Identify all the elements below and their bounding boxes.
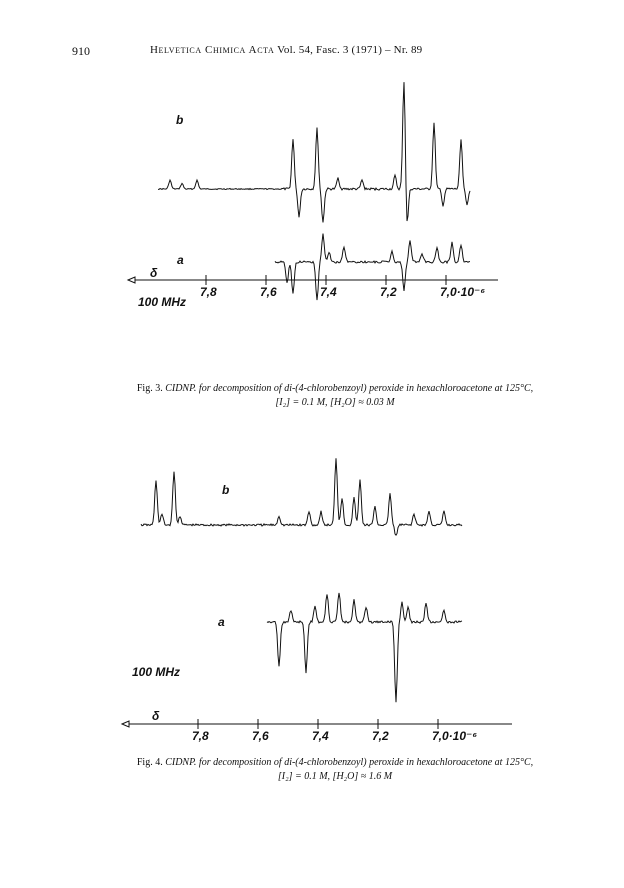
caption-fig4-lead: Fig. 4. <box>136 757 163 768</box>
caption-fig3-line1: CIDNP. for decomposition of di-(4-chlorobenzoyl) peroxide in hexachloroacetone at 125°C, <box>165 383 534 394</box>
axis-tick-label: 7,8 <box>200 285 217 299</box>
panel-label-b: b <box>176 113 184 127</box>
spectrum-trace-b <box>158 82 470 222</box>
axis-tick-label: 7,8 <box>192 729 209 743</box>
caption-fig3 <box>100 382 570 410</box>
axis-symbol: δ <box>150 266 158 280</box>
figure-3 <box>0 70 624 310</box>
axis-symbol: δ <box>152 709 160 723</box>
axis-tick-label: 7,2 <box>380 285 397 299</box>
caption-fig4-line2: [I₂] = 0.1 M, [H₂O] ≈ 1.6 M <box>277 771 393 782</box>
running-head <box>150 44 422 56</box>
caption-fig4 <box>100 756 570 784</box>
spectrum-trace-a <box>267 593 462 702</box>
page-number: 910 <box>72 44 90 58</box>
spectrum-trace-b <box>141 458 462 535</box>
panel-label-b: b <box>222 483 230 497</box>
axis-tick-label: 7,4 <box>312 729 329 743</box>
journal-name: Helvetica Chimica Acta <box>150 44 275 56</box>
figure-4 <box>0 440 624 743</box>
panel-label-a: a <box>177 253 184 267</box>
axis-tick-label: 7,6 <box>260 285 277 299</box>
axis-arrow-icon <box>128 277 135 283</box>
panel-label-a: a <box>218 615 225 629</box>
caption-fig4-line1: CIDNP. for decomposition of di-(4-chlorobenzoyl) peroxide in hexachloroacetone at 125°C, <box>165 757 534 768</box>
axis-tick-label: 7,0·10⁻⁶ <box>432 729 478 743</box>
axis-arrow-icon <box>122 721 129 727</box>
axis-tick-label: 7,4 <box>320 285 337 299</box>
frequency-label: 100 MHz <box>132 665 181 679</box>
axis-tick-label: 7,2 <box>372 729 389 743</box>
caption-fig3-lead: Fig. 3. <box>136 383 163 394</box>
axis-tick-label: 7,6 <box>252 729 269 743</box>
issue-info: Vol. 54, Fasc. 3 (1971) – Nr. 89 <box>277 44 423 56</box>
axis-tick-label: 7,0·10⁻⁶ <box>440 285 486 299</box>
caption-fig3-line2: [I₂] = 0.1 M, [H₂O] ≈ 0.03 M <box>275 397 395 408</box>
frequency-label: 100 MHz <box>138 295 187 309</box>
